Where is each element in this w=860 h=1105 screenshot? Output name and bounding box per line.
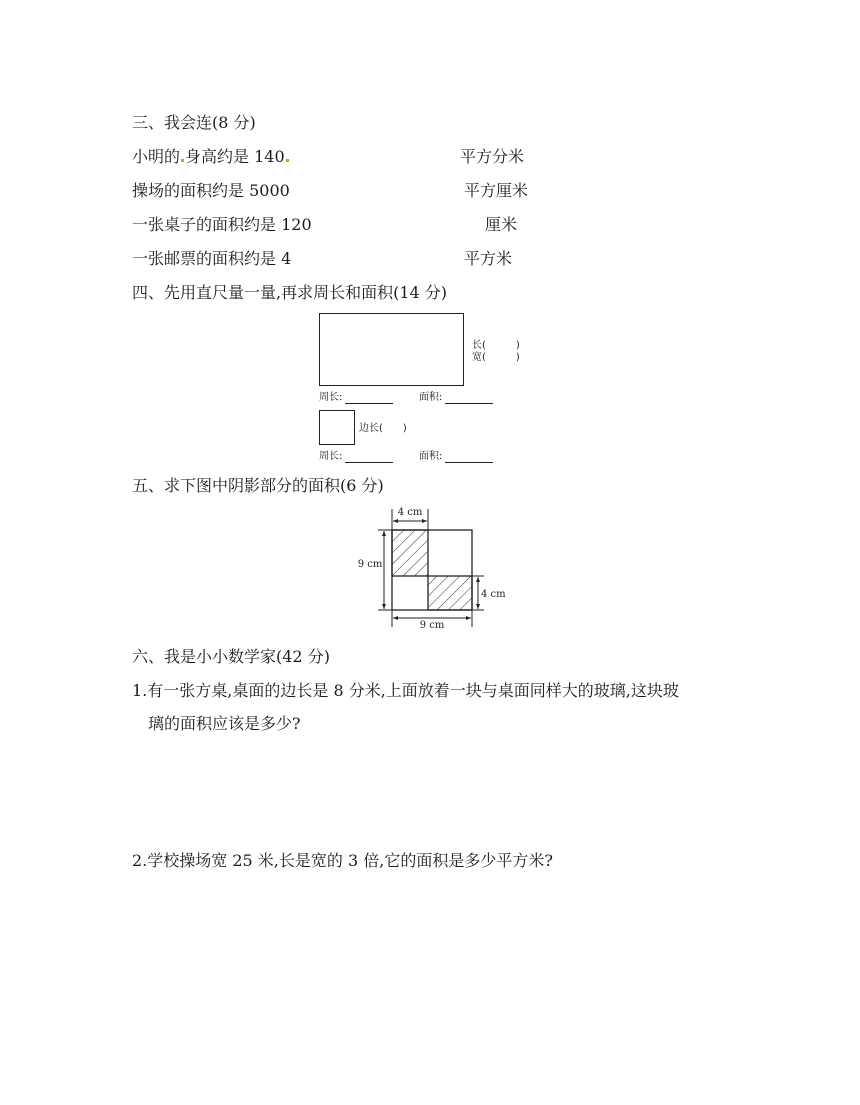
emphasis-dot	[286, 159, 289, 162]
match-left-1	[132, 147, 290, 167]
area-blank-1	[445, 403, 493, 404]
question-2: 2.学校操场宽 25 米,长是宽的 3 倍,它的面积是多少平方米?	[132, 851, 553, 870]
match-right-2: 平方厘米	[464, 181, 529, 200]
match-left-4: 一张邮票的面积约是 4	[132, 249, 292, 268]
square-figure	[319, 410, 355, 445]
match-left-2: 操场的面积约是 5000	[132, 181, 290, 200]
section-3-heading: 三、我会连(8 分)	[132, 113, 256, 132]
section-6-heading: 六、我是小小数学家(42 分)	[132, 647, 330, 666]
match-left-1-a: 小明的	[132, 147, 181, 166]
dim-top-label: 4 cm	[397, 507, 423, 518]
perimeter-label-2: 周长:	[319, 451, 343, 462]
question-1-line-1: 1.有一张方桌,桌面的边长是 8 分米,上面放着一块与桌面同样大的玻璃,这块玻	[132, 681, 679, 700]
emphasis-dot	[181, 159, 184, 162]
rect-width-label: 宽( )	[472, 352, 520, 363]
rectangle-figure	[319, 313, 464, 386]
perimeter-label-1: 周长:	[319, 392, 343, 403]
match-right-1: 平方分米	[460, 147, 525, 166]
area-label-1: 面积:	[419, 392, 443, 403]
match-right-4: 平方米	[464, 249, 513, 268]
match-left-3: 一张桌子的面积约是 120	[132, 215, 312, 234]
question-1-line-2: 璃的面积应该是多少?	[148, 714, 301, 733]
dim-right-label: 4 cm	[481, 589, 506, 600]
area-label-2: 面积:	[419, 451, 443, 462]
section-5-heading: 五、求下图中阴影部分的面积(6 分)	[132, 476, 384, 495]
section-4-heading: 四、先用直尺量一量,再求周长和面积(14 分)	[132, 283, 448, 302]
match-left-1-b: 身高约是 140	[185, 147, 285, 166]
dim-bottom-label: 9 cm	[419, 620, 445, 631]
shaded-area-diagram	[340, 503, 520, 633]
dim-left-label: 9 cm	[357, 559, 383, 570]
perimeter-blank-2	[345, 462, 393, 463]
perimeter-blank-1	[345, 403, 393, 404]
area-blank-2	[445, 462, 493, 463]
square-side-label: 边长( )	[359, 423, 407, 434]
rect-length-label: 长( )	[472, 340, 520, 351]
match-right-3: 厘米	[485, 215, 518, 234]
